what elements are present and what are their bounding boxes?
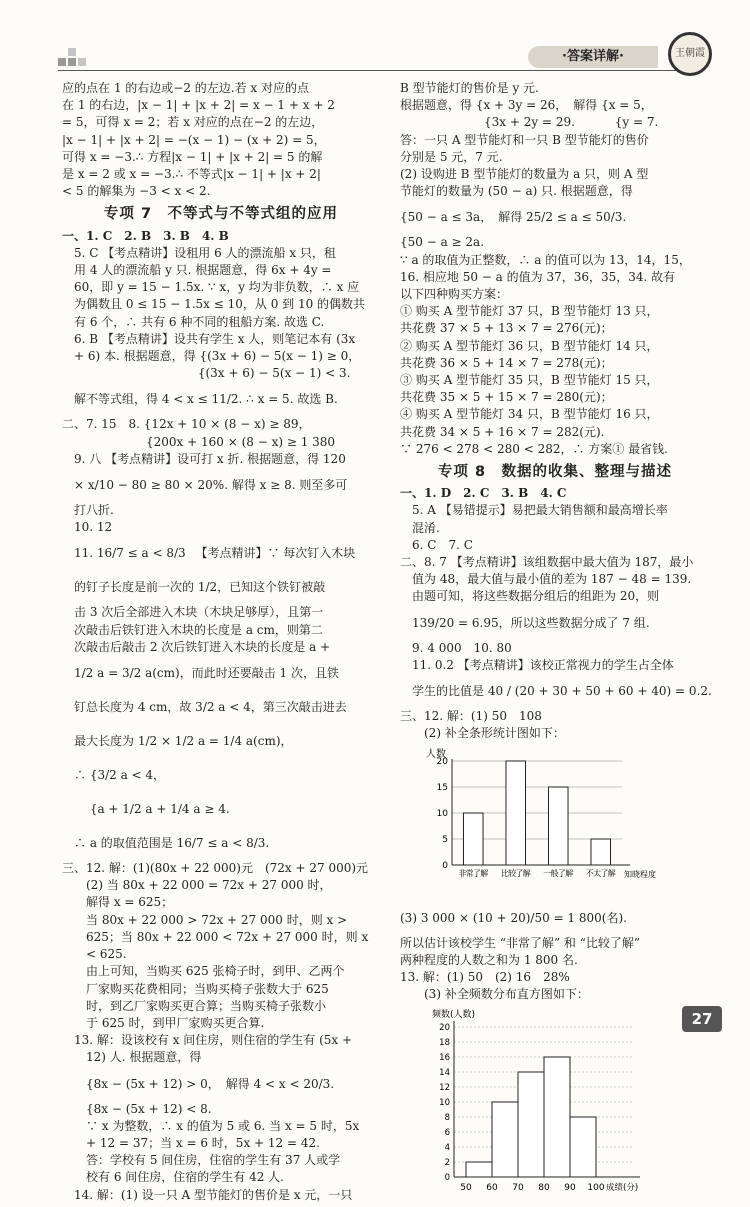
text-line: 值为 48，最大值与最小值的差为 187 − 48 = 139. xyxy=(400,572,692,587)
text-line: 12) 人. 根据题意，得 xyxy=(62,1050,202,1065)
text-line: < 625. xyxy=(62,947,127,962)
text-line: 钉总长度为 4 cm，故 3/2 a < 4，第三次敲击进去 xyxy=(62,700,347,715)
text-line: + 12 = 37；当 x = 6 时，5x + 12 = 42. xyxy=(62,1135,320,1150)
text-line: 13. 解：设该校有 x 间住房，则住宿的学生有 (5x + xyxy=(62,1033,353,1048)
y-tick-label: 20 xyxy=(436,756,448,767)
text-line: 14. 解：(1) 设一只 A 型节能灯的售价是 x 元，一只 xyxy=(62,1187,353,1202)
page-number: 27 xyxy=(682,1006,722,1032)
text-line: 解得 x = 625； xyxy=(62,895,174,910)
text-line: 10. 12 xyxy=(62,520,113,535)
text-line: 应的点在 1 的右边或−2 的左边.若 x 对应的点 xyxy=(62,81,309,95)
text-line: 60，即 y = 15 − 1.5x. ∵ x，y 均为非负数，∴ x 应 xyxy=(62,280,360,295)
text-line: 二、7. 15 8. {12x + 10 × (8 − x) ≥ 89， xyxy=(62,417,311,432)
header-rule xyxy=(58,70,698,71)
text-line: 于 625 时，到甲厂家购买更合算. xyxy=(62,1015,265,1030)
text-line: 一、1. C 2. B 3. B 4. B xyxy=(62,228,229,243)
header-decoration xyxy=(58,48,98,68)
histogram-bar-2 xyxy=(492,1102,518,1177)
text-line: 校有 6 间住房，住宿的学生有 42 人. xyxy=(62,1170,284,1185)
text-line: (3) 3 000 × (10 + 20)/50 = 1 800(名). xyxy=(400,910,627,925)
text-line: 两种程度的人数之和为 1 800 名. xyxy=(400,952,578,967)
text-line: 答：一只 A 型节能灯和一只 B 型节能灯的售价 xyxy=(400,132,649,147)
text-line: 次敲击后敲击 2 次后铁钉进入木块的长度是 a + xyxy=(62,639,331,654)
text-line: 二、8. 7 【考点精讲】该组数据中最大值为 187，最小 xyxy=(400,555,694,570)
text-line: ∴ {3/2 a < 4， xyxy=(62,768,166,783)
x-tick-label: 90 xyxy=(564,1183,576,1194)
text-line: {8x − (5x + 12) < 8. xyxy=(62,1101,212,1116)
header-banner: ·答案详解· xyxy=(528,46,658,68)
y-tick-label: 16 xyxy=(439,1053,450,1064)
text-line: ① 购买 A 型节能灯 37 只，B 型节能灯 13 只， xyxy=(400,304,659,319)
y-axis-label: 频数(人数) xyxy=(432,1010,476,1021)
publisher-logo: 王朝霞 xyxy=(668,32,712,76)
text-line: |x − 1| + |x + 2| = −(x − 1) − (x + 2) = 5， xyxy=(62,132,326,147)
text-line: {50 − a ≥ 2a. xyxy=(400,235,485,250)
text-line: < 5 的解集为 −3 < x < 2. xyxy=(62,184,211,199)
text-line: {50 − a ≤ 3a， 解得 25/2 ≤ a ≤ 50/3. xyxy=(400,210,627,225)
y-tick-label: 14 xyxy=(439,1068,450,1079)
y-tick-label: 12 xyxy=(439,1083,450,1094)
text-line: 由上可知，当购买 625 张椅子时，到甲、乙两个 xyxy=(62,964,345,979)
x-category-label: 不太了解 xyxy=(585,868,616,878)
y-tick-label: 5 xyxy=(442,834,448,845)
text-line: ∴ a 的取值范围是 16/7 ≤ a < 8/3. xyxy=(62,836,270,851)
text-line: 6. C 7. C xyxy=(400,537,473,552)
text-line: ② 购买 A 型节能灯 36 只，B 型节能灯 14 只， xyxy=(400,338,659,353)
text-line: 当 80x + 22 000 > 72x + 27 000 时，则 x > xyxy=(62,912,348,927)
text-line: (2) 设购进 B 型节能灯的数量为 a 只，则 A 型 xyxy=(400,167,649,182)
bar-3 xyxy=(548,787,568,865)
text-line: 以下四种购买方案： xyxy=(400,287,509,302)
bar-1 xyxy=(463,813,483,865)
y-tick-label: 6 xyxy=(444,1128,450,1139)
y-tick-label: 0 xyxy=(442,860,448,871)
text-line: 击 3 次后全部进入木块（木块足够厚），且第一 xyxy=(62,605,324,620)
bar-chart-awareness xyxy=(422,745,656,897)
y-tick-label: 4 xyxy=(444,1143,450,1154)
text-line: 16. 相应地 50 − a 的值为 37，36，35，34. 故有 xyxy=(400,269,676,284)
y-tick-label: 20 xyxy=(439,1023,450,1034)
text-line: 混淆. xyxy=(400,520,440,535)
text-line: 时，到乙厂家购买更合算；当购买椅子张数小 xyxy=(62,998,327,1013)
text-line: 共花费 35 × 5 + 15 × 7 = 280(元)； xyxy=(400,390,613,405)
histogram-bar-1 xyxy=(466,1162,492,1177)
text-line: 所以估计该校学生 “非常了解” 和 “比较了解” xyxy=(400,935,640,950)
right-top-text xyxy=(400,80,710,743)
text-line: 是 x = 2 或 x = −3.∴ 不等式|x − 1| + |x + 2| xyxy=(62,167,321,182)
text-line: 由题可知，将这些数据分组后的组距为 20，则 xyxy=(400,589,660,604)
x-tick-label: 80 xyxy=(538,1183,550,1194)
text-line: 根据题意，得 {x + 3y = 26， 解得 {x = 5， xyxy=(400,98,653,113)
text-line: ④ 购买 A 型节能灯 34 只，B 型节能灯 16 只， xyxy=(400,407,659,422)
text-line: 一、1. D 2. C 3. B 4. C xyxy=(400,486,567,501)
text-line: {a + 1/2 a + 1/4 a ≥ 4. xyxy=(62,802,230,817)
x-axis-label: 成绩(分) xyxy=(606,1183,639,1194)
text-line: ∵ x 为整数，∴ x 的值为 5 或 6. 当 x = 5 时，5x xyxy=(62,1118,360,1133)
text-line: 139/20 = 6.95，所以这些数据分成了 7 组. xyxy=(400,615,650,630)
x-tick-label: 70 xyxy=(512,1183,524,1194)
text-line: 最大长度为 1/2 × 1/2 a = 1/4 a(cm)， xyxy=(62,734,293,749)
text-line: 9. 4 000 10. 80 xyxy=(400,640,512,655)
text-line: 答：学校有 5 间住房，住宿的学生有 37 人或学 xyxy=(62,1153,341,1168)
text-line: 有 6 个，∴ 共有 6 种不同的租船方案. 故选 C. xyxy=(62,314,325,329)
y-tick-label: 18 xyxy=(439,1038,450,1049)
text-line: + 6) 本. 根据题意，得 {(3x + 6) − 5(x − 1) ≥ 0， xyxy=(62,349,361,364)
text-line: 1/2 a = 3/2 a(cm)，而此时还要敲击 1 次，且铁 xyxy=(62,666,339,681)
section-heading: 专项 8 数据的收集、整理与描述 xyxy=(437,464,673,481)
text-line: B 型节能灯的售价是 y 元. xyxy=(400,81,539,95)
histogram-bar-5 xyxy=(570,1117,596,1177)
text-line: 11. 16/7 ≤ a < 8/3 【考点精讲】∵ 每次钉入木块 xyxy=(62,546,356,561)
y-tick-label: 8 xyxy=(444,1113,450,1124)
text-line: 节能灯的数量为 (50 − a) 只. 根据题意，得 xyxy=(400,184,633,199)
x-tick-label: 60 xyxy=(486,1183,498,1194)
text-line: 用 4 人的漂流船 y 只. 根据题意，得 6x + 4y = xyxy=(62,263,332,278)
bar-4 xyxy=(591,839,611,865)
text-line: 共花费 36 × 5 + 14 × 7 = 278(元)； xyxy=(400,355,613,370)
text-line: 11. 0.2 【考点精讲】该校正常视力的学生占全体 xyxy=(400,657,674,672)
text-line: {3x + 2y = 29. {y = 7. xyxy=(400,115,659,130)
text-line: 为偶数且 0 ≤ 15 − 1.5x ≤ 10，从 0 到 10 的偶数共 xyxy=(62,297,366,312)
x-tick-label: 100 xyxy=(587,1183,605,1194)
text-line: 的钉子长度是前一次的 1/2，已知这个铁钉被敲 xyxy=(62,580,326,595)
text-line: 9. 八 【考点精讲】设可打 x 折. 根据题意，得 120 xyxy=(62,451,346,466)
text-line: 共花费 37 × 5 + 13 × 7 = 276(元)； xyxy=(400,321,613,336)
x-axis-label: 知晓程度 xyxy=(624,869,656,879)
x-category-label: 比较了解 xyxy=(500,868,531,878)
text-line: (3) 补全频数分布直方图如下： xyxy=(400,987,589,1002)
text-line: ∵ a 的取值为正整数，∴ a 的值可以为 13，14，15， xyxy=(400,252,691,267)
text-line: 分别是 5 元，7 元. xyxy=(400,149,503,164)
text-line: {8x − (5x + 12) > 0， 解得 4 < x < 20/3. xyxy=(62,1076,335,1091)
histogram-bar-3 xyxy=(518,1072,544,1177)
y-tick-label: 10 xyxy=(439,1098,450,1109)
text-line: 次敲击后铁钉进入木块的长度是 a cm，则第二 xyxy=(62,622,323,637)
text-line: 可得 x = −3.∴ 方程|x − 1| + |x + 2| = 5 的解 xyxy=(62,149,323,164)
text-line: 5. C 【考点精讲】设租用 6 人的漂流船 x 只，租 xyxy=(62,245,336,260)
y-tick-label: 15 xyxy=(436,782,448,793)
text-line: 13. 解：(1) 50 (2) 16 28% xyxy=(400,969,570,984)
right-middle-text xyxy=(400,901,710,1004)
x-category-label: 非常了解 xyxy=(458,868,489,878)
text-line: 学生的比值是 40 / (20 + 30 + 50 + 60 + 40) = 0.2. xyxy=(400,684,712,699)
histogram-scores xyxy=(422,1005,662,1203)
text-line: {200x + 160 × (8 − x) ≥ 1 380 xyxy=(62,434,336,449)
text-line: 5. A 【易错提示】易把最大销售额和最高增长率 xyxy=(400,503,668,518)
bar-2 xyxy=(506,761,526,865)
text-line: (2) 当 80x + 22 000 = 72x + 27 000 时， xyxy=(62,878,332,893)
text-line: 厂家购买花费相同；当购买椅子张数大于 625 xyxy=(62,981,329,996)
text-line: 三、12. 解：(1)(80x + 22 000)元 (72x + 27 000)元 xyxy=(62,861,369,876)
text-line: {(3x + 6) − 5(x − 1) < 3. xyxy=(62,366,351,381)
right-column xyxy=(400,80,710,1207)
text-line: ∵ 276 < 278 < 280 < 282，∴ 方案① 最省钱. xyxy=(400,441,668,456)
text-line: 打八折. xyxy=(62,503,114,518)
text-line: 在 1 的右边，|x − 1| + |x + 2| = x − 1 + x + 2 xyxy=(62,98,335,113)
text-line: = 5，可得 x = 2；若 x 对应的点在−2 的左边， xyxy=(62,115,324,130)
text-line: (2) 补全条形统计图如下： xyxy=(400,726,565,741)
text-line: 解不等式组，得 4 < x ≤ 11/2. ∴ x = 5. 故选 B. xyxy=(62,392,338,407)
y-axis-label: 人数 xyxy=(426,748,446,760)
text-line: × x/10 − 80 ≥ 80 × 20%. 解得 x ≥ 8. 则至多可 xyxy=(62,478,348,493)
x-category-label: 一般了解 xyxy=(543,868,574,878)
y-tick-label: 2 xyxy=(444,1158,450,1169)
text-line: 625；当 80x + 22 000 < 72x + 27 000 时，则 x xyxy=(62,929,369,944)
text-line: 三、12. 解：(1) 50 108 xyxy=(400,709,542,724)
x-tick-label: 50 xyxy=(460,1183,472,1194)
text-line: ③ 购买 A 型节能灯 35 只，B 型节能灯 15 只， xyxy=(400,373,659,388)
histogram-bar-4 xyxy=(544,1057,570,1177)
y-tick-label: 0 xyxy=(444,1173,450,1184)
left-column xyxy=(62,80,380,1204)
text-line: 共花费 34 × 5 + 16 × 7 = 282(元). xyxy=(400,424,605,439)
y-tick-label: 10 xyxy=(436,808,448,819)
text-line: 6. B 【考点精讲】设共有学生 x 人，则笔记本有 (3x xyxy=(62,331,356,346)
section-heading: 专项 7 不等式与不等式组的应用 xyxy=(103,206,339,223)
